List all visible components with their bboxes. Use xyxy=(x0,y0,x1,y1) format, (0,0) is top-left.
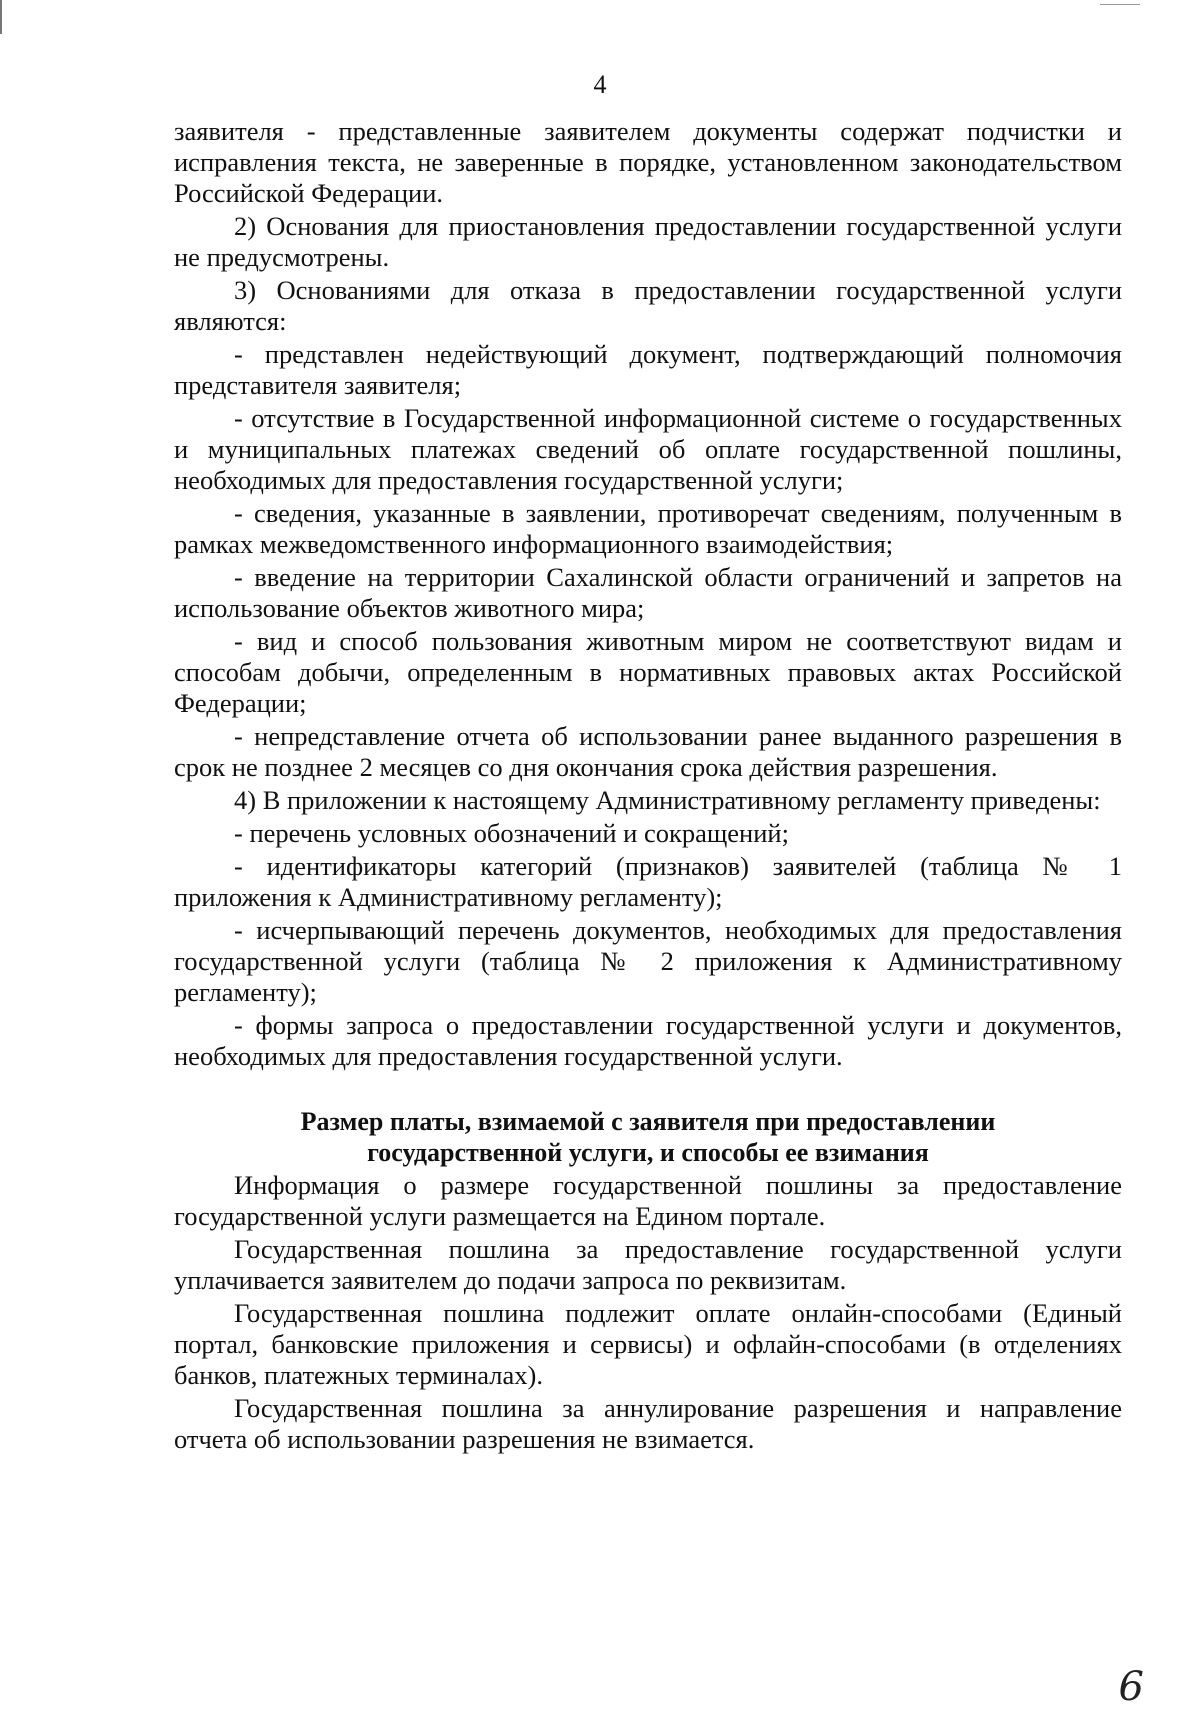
page-number: 4 xyxy=(593,70,607,99)
list-item: - представлен недействующий документ, подтверждающий полномочия представителя заявителя; xyxy=(174,339,1122,400)
list-item: - формы запроса о предоставлении государственной услуги и документов, необходимых для предоставления государственной услуги. xyxy=(174,1010,1122,1071)
paragraph: 2) Основания для приостановления предоставлении государственной услуги не предусмотрены. xyxy=(174,211,1122,272)
section-heading-line: государственной услуги, и способы ее взимания xyxy=(367,1138,929,1167)
section-heading-line: Размер платы, взимаемой с заявителя при предоставлении xyxy=(300,1107,996,1136)
list-item: - отсутствие в Государственной информационной системе о государственных и муниципальных платежах сведений об оплате государственной пошлины, необходимых для предоставления государственной услуги; xyxy=(174,403,1122,495)
handwritten-sheet-number: 6 xyxy=(1118,1664,1144,1710)
paragraph: 4) В приложении к настоящему Административному регламенту приведены: xyxy=(234,785,1101,815)
list-item: - вид и способ пользования животным миром не соответствуют видам и способам добычи, определенным в нормативных правовых актах Российской Федерации; xyxy=(174,626,1122,718)
paragraph: Государственная пошлина за аннулирование разрешения и направление отчета об использовании разрешения не взимается. xyxy=(174,1393,1122,1454)
list-item: - исчерпывающий перечень документов, необходимых для предоставления государственной услуги (таблица № 2 приложения к Административному регламенту); xyxy=(174,915,1122,1007)
paragraph: Информация о размере государственной пошлины за предоставление государственной услуги размещается на Едином портале. xyxy=(174,1170,1122,1231)
list-item: - непредставление отчета об использовании ранее выданного разрешения в срок не позднее 2 месяцев со дня окончания срока действия разрешения. xyxy=(174,721,1122,782)
paragraph: заявителя - представленные заявителем документы содержат подчистки и исправления текста, не заверенные в порядке, установленном законодательством Российской Федерации. xyxy=(174,116,1122,208)
paragraph: 3) Основаниями для отказа в предоставлении государственной услуги являются: xyxy=(174,275,1122,336)
paragraph: Государственная пошлина за предоставление государственной услуги уплачивается заявителем до подачи запроса по реквизитам. xyxy=(174,1234,1122,1295)
list-item: - идентификаторы категорий (признаков) заявителей (таблица № 1 приложения к Административному регламенту); xyxy=(174,851,1122,912)
document-body xyxy=(174,116,1122,1457)
section-heading xyxy=(174,1106,1122,1168)
scan-edge-mark xyxy=(0,0,2,34)
scan-top-mark xyxy=(1100,4,1140,5)
list-item: - сведения, указанные в заявлении, противоречат сведениям, полученным в рамках межведомственного информационного взаимодействия; xyxy=(174,498,1122,559)
list-item: - введение на территории Сахалинской области ограничений и запретов на использование объектов животного мира; xyxy=(174,562,1122,623)
list-item: - перечень условных обозначений и сокращений; xyxy=(234,818,789,848)
paragraph: Государственная пошлина подлежит оплате онлайн-способами (Единый портал, банковские приложения и сервисы) и офлайн-способами (в отделениях банков, платежных терминалах). xyxy=(174,1298,1122,1390)
